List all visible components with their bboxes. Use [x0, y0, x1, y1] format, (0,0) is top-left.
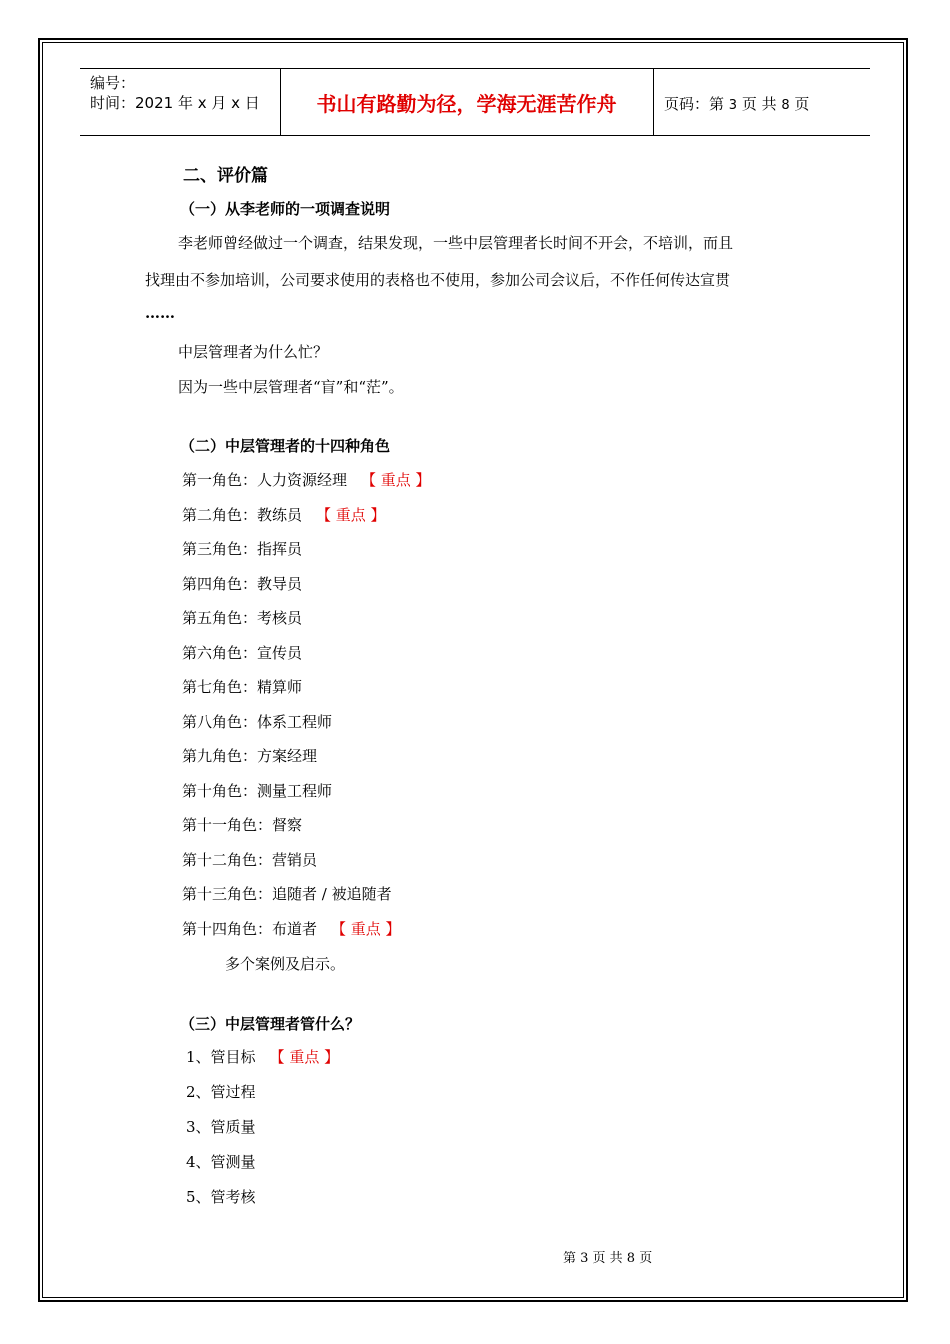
part3-title: （三）中层管理者管什么？ [180, 1015, 361, 1033]
manage-item [186, 1116, 256, 1137]
role-item-text: 第七角色：精算师 [182, 678, 303, 696]
manage-item [186, 1186, 256, 1207]
role-item-text: 第九角色：方案经理 [182, 747, 318, 765]
key-point-badge: 【 重点 】 [269, 1048, 340, 1066]
part1-title: （一）从李老师的一项调查说明 [180, 200, 391, 218]
role-item [182, 745, 317, 766]
role-item-text: 第三角色：指挥员 [182, 540, 303, 558]
manage-item [186, 1046, 339, 1067]
role-item [182, 849, 317, 870]
role-item-text: 第二角色：教练员 [182, 505, 303, 524]
role-item-text: 第十三角色：追随者 / 被追随者 [182, 885, 392, 903]
role-item-text: 第八角色：体系工程师 [182, 712, 333, 731]
cases-note: 多个案例及启示。 [225, 955, 346, 973]
role-item [182, 504, 386, 525]
page-prefix: 页码：第 [664, 95, 729, 113]
ellipsis: …… [145, 304, 175, 322]
role-item [182, 711, 332, 732]
manage-item-text: 1、管目标 [186, 1048, 256, 1066]
header-table [80, 68, 870, 136]
role-item [182, 814, 302, 835]
manage-item [186, 1151, 256, 1172]
role-item [182, 573, 302, 594]
header-divider [653, 69, 654, 135]
role-item-text: 第十四角色：布道者 [182, 919, 318, 938]
manage-item [186, 1081, 256, 1102]
page-footer: 第 3 页 共 8 页 [563, 1251, 653, 1266]
role-item [182, 780, 332, 801]
role-item [182, 883, 392, 904]
role-item [182, 538, 302, 559]
role-item [182, 469, 431, 490]
role-item [182, 642, 302, 663]
page-current: 3 [728, 98, 738, 113]
header-page-info [664, 93, 809, 114]
page-inner-border [42, 42, 904, 1298]
number-label: 编号： [90, 74, 136, 92]
role-item [182, 607, 302, 628]
question-text: 中层管理者为什么忙？ [178, 343, 329, 361]
role-item-text: 第五角色：考核员 [182, 609, 303, 627]
manage-item-text: 3、管质量 [186, 1118, 256, 1136]
manage-item-text: 4、管测量 [186, 1153, 256, 1171]
page-mid: 页 共 [737, 95, 782, 113]
header-left-cell [90, 73, 260, 113]
section-title: 二、评价篇 [183, 166, 268, 186]
time-label: 时间：2021 年 x 月 x 日 [90, 94, 260, 112]
key-point-badge: 【 重点 】 [331, 919, 401, 938]
role-item [182, 918, 401, 939]
key-point-badge: 【 重点 】 [316, 505, 386, 524]
role-item-text: 第四角色：教导员 [182, 574, 303, 593]
manage-item-text: 5、管考核 [186, 1188, 256, 1206]
role-item [182, 676, 302, 697]
role-item-text: 第六角色：宣传员 [182, 643, 303, 662]
header-motto: 书山有路勤为径，学海无涯苦作舟 [316, 91, 617, 116]
role-item-text: 第一角色：人力资源经理 [182, 471, 348, 489]
role-item-text: 第十角色：测量工程师 [182, 781, 333, 800]
answer-text: 因为一些中层管理者“盲”和“茫”。 [178, 378, 404, 396]
role-item-text: 第十一角色：督察 [182, 816, 303, 834]
role-item-text: 第十二角色：营销员 [182, 850, 318, 869]
part2-title: （二）中层管理者的十四种角色 [180, 437, 391, 455]
manage-item-text: 2、管过程 [186, 1083, 256, 1101]
paragraph-line: 李老师曾经做过一个调查，结果发现，一些中层管理者长时间不开会，不培训，而且 [178, 234, 734, 252]
page-total: 8 [781, 98, 790, 113]
page-suffix: 页 [789, 95, 810, 113]
key-point-badge: 【 重点 】 [361, 471, 431, 489]
paragraph-line: 找理由不参加培训，公司要求使用的表格也不使用，参加公司会议后，不作任何传达宣贯 [145, 271, 731, 289]
